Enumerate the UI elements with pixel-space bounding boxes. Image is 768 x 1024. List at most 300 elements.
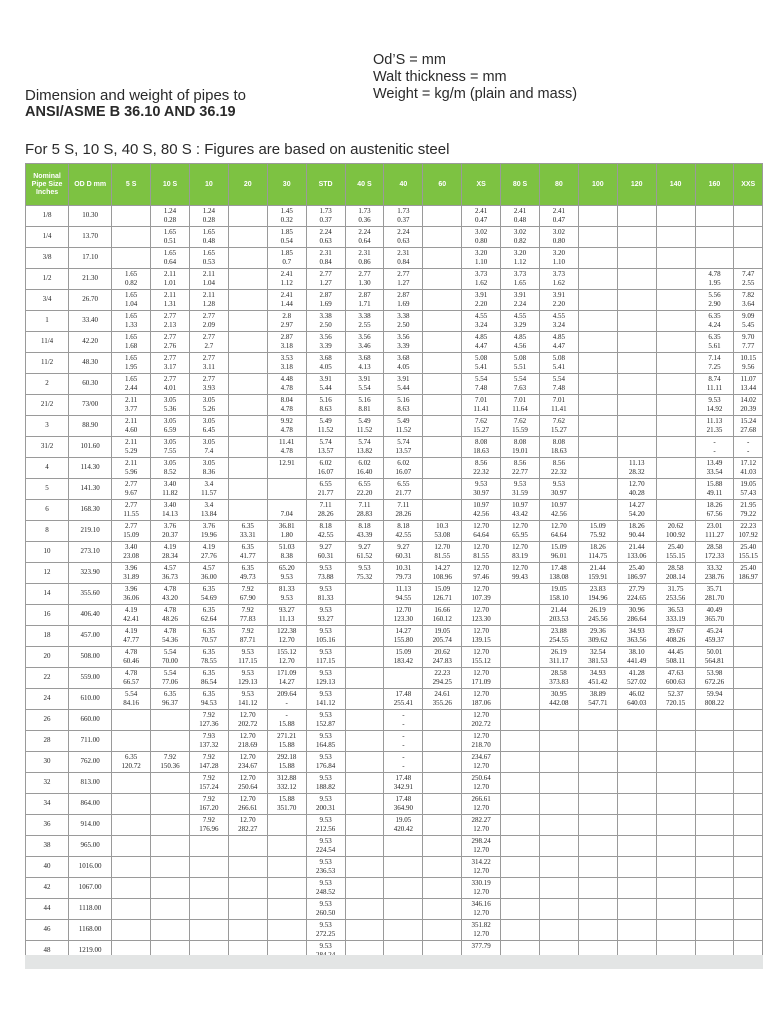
wall-thickness-value: 12.70 [473,563,490,572]
value-cell [306,899,345,920]
wall-thickness-value: 1.65 [125,311,138,320]
od-cell: 114.30 [69,458,112,479]
value-cell [112,311,151,332]
value-cell [345,563,384,584]
wall-thickness-value: 26.19 [551,647,567,656]
weight-value: 0.47 [552,216,566,224]
value-cell [734,458,763,479]
weight-value: 19.96 [201,531,217,539]
value-cell [189,458,228,479]
wall-thickness-value: 12.70 [473,542,490,551]
wall-thickness-value: 7.92 [163,752,177,761]
weight-value: 11.52 [356,426,373,434]
wall-thickness-value: 7.92 [202,773,216,782]
value-cell [539,689,578,710]
weight-value: 3.24 [475,321,488,329]
value-cell [734,752,763,773]
value-cell [617,416,656,437]
value-cell [578,374,617,395]
wall-thickness-value: 2.11 [202,290,215,299]
wall-thickness-value: 12.70 [473,668,490,677]
table-row [26,416,763,437]
weight-value: 4.56 [513,342,527,350]
value-cell [228,689,267,710]
value-cell [617,479,656,500]
value-cell [656,500,695,521]
weight-value: 33.54 [706,468,723,476]
value-cell [112,836,151,857]
value-cell [267,458,306,479]
wall-thickness-value: 2.11 [164,290,177,299]
weight-value: 15.09 [123,531,139,539]
weight-value: 381.53 [588,657,608,665]
value-cell [228,458,267,479]
wall-thickness-value: 1.73 [397,206,410,215]
nominal-size-cell: 16 [26,605,69,626]
value-cell [656,836,695,857]
value-cell [151,206,190,227]
wall-thickness-value: - [402,752,405,761]
wall-thickness-value: 1.73 [319,206,332,215]
nominal-size-cell: 44 [26,899,69,920]
value-cell [345,395,384,416]
value-cell [578,689,617,710]
table-row [26,500,763,521]
wall-thickness-value: 9.53 [241,668,254,677]
weight-value: 2.13 [163,321,177,329]
weight-value: - [747,447,750,455]
od-cell: 1067.00 [69,878,112,899]
value-cell [695,773,734,794]
od-cell: 88.90 [69,416,112,437]
value-cell [112,458,151,479]
value-cell [267,563,306,584]
weight-value: 6.45 [202,426,216,434]
weight-value: 0.84 [319,258,332,266]
value-cell [384,521,423,542]
value-cell [306,689,345,710]
weight-value: 272.25 [315,930,336,938]
value-cell [501,248,540,269]
wall-thickness-value: 22.23 [434,668,451,677]
weight-value: 11.52 [317,426,334,434]
value-cell [306,584,345,605]
weight-value: 42.55 [317,531,334,539]
wall-thickness-value: 1.24 [202,206,216,215]
wall-thickness-value: 11.41 [278,437,295,446]
weight-value: 1.65 [513,279,527,287]
weight-value: 172.33 [704,552,725,560]
value-cell [306,836,345,857]
weight-value: 159.91 [588,573,608,581]
weight-value: 15.27 [551,426,567,434]
weight-value: 5.96 [125,468,138,476]
wall-thickness-value: 1.65 [125,269,138,278]
weight-value: 54.36 [162,636,178,644]
wall-thickness-value: 51.03 [278,542,295,551]
wall-thickness-value: 24.61 [434,689,451,698]
weight-value: 187.06 [471,699,491,707]
value-cell [151,857,190,878]
value-cell [695,227,734,248]
value-cell [539,794,578,815]
value-cell [306,752,345,773]
value-cell [462,626,501,647]
value-cell [578,773,617,794]
weight-value: 117.15 [316,657,336,665]
value-cell [501,668,540,689]
wall-thickness-value: 3.05 [202,395,216,404]
weight-value: 309.62 [588,636,608,644]
column-header: 140 [656,164,695,206]
wall-thickness-value: 7.11 [358,500,371,509]
value-cell [423,458,462,479]
value-cell [189,227,228,248]
weight-value: 54.20 [628,510,645,518]
value-cell [151,815,190,836]
weight-value: 7.4 [204,447,214,455]
wall-thickness-value: 312.88 [277,773,297,782]
value-cell [228,332,267,353]
wall-thickness-value: 7.62 [552,416,566,425]
value-cell [384,311,423,332]
value-cell [151,899,190,920]
value-cell [734,668,763,689]
weight-value: 5.51 [513,363,527,371]
value-cell [617,857,656,878]
weight-value: 36.00 [201,573,217,581]
value-cell [189,332,228,353]
wall-thickness-value: 1.65 [125,374,138,383]
weight-value: 15.27 [473,426,490,434]
weight-value: 12.70 [278,636,295,644]
wall-thickness-value: 7.11 [397,500,410,509]
value-cell [306,647,345,668]
weight-value: 73.88 [317,573,334,581]
value-cell [384,332,423,353]
value-cell [462,752,501,773]
wall-thickness-value: 4.78 [125,647,138,656]
weight-value: 808.22 [704,699,725,707]
wall-thickness-value: 7.82 [742,290,755,299]
wall-thickness-value: 250.64 [471,773,491,782]
value-cell [656,899,695,920]
od-cell: 1016.00 [69,857,112,878]
value-cell [462,437,501,458]
weight-value: 33.31 [239,531,256,539]
wall-thickness-value: 4.78 [708,269,721,278]
wall-thickness-value: 234.67 [471,752,491,761]
value-cell [578,626,617,647]
value-cell [423,311,462,332]
wall-thickness-value: 330.19 [471,878,491,887]
nominal-size-cell: 42 [26,878,69,899]
value-cell [267,605,306,626]
value-cell [501,626,540,647]
value-cell [267,479,306,500]
value-cell [423,794,462,815]
weight-value: 202.72 [238,720,258,728]
value-cell [151,248,190,269]
weight-value: 420.42 [393,825,413,833]
wall-thickness-value: 10.97 [473,500,490,509]
value-cell [423,815,462,836]
value-cell [695,500,734,521]
weight-value: 355.26 [432,699,452,707]
table-row [26,374,763,395]
value-cell [151,752,190,773]
wall-thickness-value: 7.92 [241,626,254,635]
value-cell [734,878,763,899]
value-cell [462,710,501,731]
value-cell [695,626,734,647]
weight-value: 1.04 [125,300,138,308]
value-cell [151,395,190,416]
value-cell [189,731,228,752]
value-cell [384,542,423,563]
wall-thickness-value: 7.14 [708,353,721,362]
table-row [26,647,763,668]
weight-value: 442.08 [549,699,569,707]
table-row [26,605,763,626]
wall-thickness-value: 14.27 [395,626,412,635]
value-cell [151,500,190,521]
weight-value: 203.53 [549,615,569,623]
weight-value [268,468,306,478]
od-cell: 864.00 [69,794,112,815]
wall-thickness-value: 46.02 [628,689,645,698]
wall-thickness-value: 50.01 [706,647,723,656]
value-cell [189,752,228,773]
od-cell: 33.40 [69,311,112,332]
value-cell [345,815,384,836]
column-header: 160 [695,164,734,206]
value-cell [423,773,462,794]
value-cell [617,689,656,710]
wall-thickness-value: 19.05 [434,626,451,635]
wall-thickness-value: 1.45 [280,206,293,215]
value-cell [112,920,151,941]
value-cell [228,479,267,500]
wall-thickness-value: 3.53 [280,353,293,362]
wall-thickness-value: 10.15 [740,353,757,362]
wall-thickness-value: 28.58 [667,563,684,572]
weight-value: 1.12 [513,258,527,266]
weight-value: 7.63 [513,384,527,392]
table-row [26,479,763,500]
weight-value: 2.44 [125,384,138,392]
value-cell [384,878,423,899]
value-cell [656,605,695,626]
value-cell [578,857,617,878]
value-cell [656,479,695,500]
value-cell [384,374,423,395]
weight-value: 0.28 [163,216,177,224]
nominal-size-cell: 1/4 [26,227,69,248]
table-row [26,458,763,479]
value-cell [695,689,734,710]
wall-thickness-value: 9.53 [319,878,332,887]
nominal-size-cell: 11/4 [26,332,69,353]
wall-thickness-value: 7.11 [319,500,332,509]
wall-thickness-value: 9.53 [319,941,332,950]
value-cell [151,269,190,290]
weight-value: 62.64 [201,615,217,623]
weight-value: 158.10 [549,594,569,602]
wall-thickness-value: 9.53 [708,395,721,404]
value-cell [734,626,763,647]
value-cell [423,710,462,731]
value-cell [306,794,345,815]
nominal-size-cell: 1/2 [26,269,69,290]
value-cell [695,416,734,437]
wall-thickness-value: 2.41 [552,206,566,215]
wall-thickness-value: 3.4 [204,479,214,488]
value-cell [112,227,151,248]
weight-value: 12.70 [278,657,295,665]
value-cell [306,731,345,752]
value-cell [267,731,306,752]
wall-thickness-value: 9.53 [319,710,332,719]
value-cell [112,290,151,311]
value-cell [189,479,228,500]
weight-value: 53.08 [434,531,451,539]
value-cell [578,731,617,752]
value-cell [228,668,267,689]
value-cell [501,542,540,563]
weight-value: 20.37 [162,531,178,539]
value-cell [112,395,151,416]
value-cell [578,395,617,416]
weight-value: 0.37 [319,216,332,224]
column-header: 10 S [151,164,190,206]
wall-thickness-value: 9.53 [319,899,332,908]
value-cell [656,752,695,773]
weight-value: 11.57 [201,489,217,497]
value-cell [267,332,306,353]
value-cell [423,731,462,752]
value-cell [695,815,734,836]
weight-value: 2.55 [358,321,371,329]
weight-value: 41.03 [740,468,757,476]
value-cell [734,794,763,815]
weight-value: 30.97 [551,489,567,497]
value-cell [423,647,462,668]
wall-thickness-value: 17.48 [551,563,567,572]
wall-thickness-value: 3.20 [552,248,566,257]
wall-thickness-value: 17.48 [395,794,412,803]
wall-thickness-value: 2.77 [163,374,177,383]
table-row [26,563,763,584]
value-cell [112,416,151,437]
value-cell [656,815,695,836]
value-cell [423,500,462,521]
weight-value: 171.09 [471,678,491,686]
value-cell [228,374,267,395]
value-cell [578,227,617,248]
value-cell [539,752,578,773]
value-cell [501,290,540,311]
wall-thickness-value: 3.05 [202,416,216,425]
od-cell: 10.30 [69,206,112,227]
value-cell [228,500,267,521]
value-cell [384,773,423,794]
table-row [26,668,763,689]
value-cell [228,626,267,647]
value-cell [112,668,151,689]
wall-thickness-value: 3.40 [125,542,138,551]
value-cell [695,647,734,668]
wall-thickness-value: 5.74 [358,437,371,446]
wall-thickness-value: 3.38 [397,311,410,320]
value-cell [384,731,423,752]
od-cell: 323.90 [69,563,112,584]
weight-value: 2.09 [202,321,216,329]
value-cell [734,416,763,437]
value-cell [228,227,267,248]
wall-thickness-value: 7.92 [241,605,254,614]
weight-value: 1.33 [125,321,138,329]
wall-thickness-value: 292.18 [277,752,297,761]
wall-thickness-value: 4.48 [280,374,293,383]
wall-thickness-value: 3.20 [475,248,488,257]
value-cell [734,500,763,521]
wall-thickness-value: 10.97 [551,500,567,509]
wall-thickness-value: 3.91 [513,290,527,299]
value-cell [228,815,267,836]
value-cell [656,269,695,290]
weight-value: 117.15 [238,657,258,665]
weight-value: 14.13 [162,510,178,518]
table-row [26,857,763,878]
wall-thickness-value: 8.74 [708,374,721,383]
value-cell [695,437,734,458]
weight-value: 86.54 [201,678,217,686]
value-cell [384,668,423,689]
table-row [26,227,763,248]
wall-thickness-value: 2.77 [202,332,216,341]
weight-value: 2.55 [742,279,755,287]
wall-thickness-value: 4.78 [163,584,177,593]
wall-thickness-value: 2.87 [397,290,410,299]
table-row [26,584,763,605]
value-cell [695,395,734,416]
weight-value: 123.30 [471,615,491,623]
value-cell [695,794,734,815]
nominal-size-cell: 1 [26,311,69,332]
wall-thickness-value: 122.38 [277,626,297,635]
value-cell [189,500,228,521]
weight-value: 157.24 [199,783,219,791]
value-cell [112,353,151,374]
value-cell [151,521,190,542]
value-cell [656,920,695,941]
value-cell [423,689,462,710]
wall-thickness-value: 12.70 [239,794,256,803]
weight-value: 11.11 [706,384,723,392]
wall-thickness-value: 2.11 [202,269,215,278]
value-cell [112,500,151,521]
wall-thickness-value: 38.10 [628,647,645,656]
table-row [26,269,763,290]
value-cell [578,500,617,521]
weight-value: 28.26 [395,510,412,518]
value-cell [151,437,190,458]
weight-value: 1.62 [475,279,488,287]
value-cell [228,521,267,542]
value-cell [617,542,656,563]
wall-thickness-value: 8.56 [475,458,488,467]
